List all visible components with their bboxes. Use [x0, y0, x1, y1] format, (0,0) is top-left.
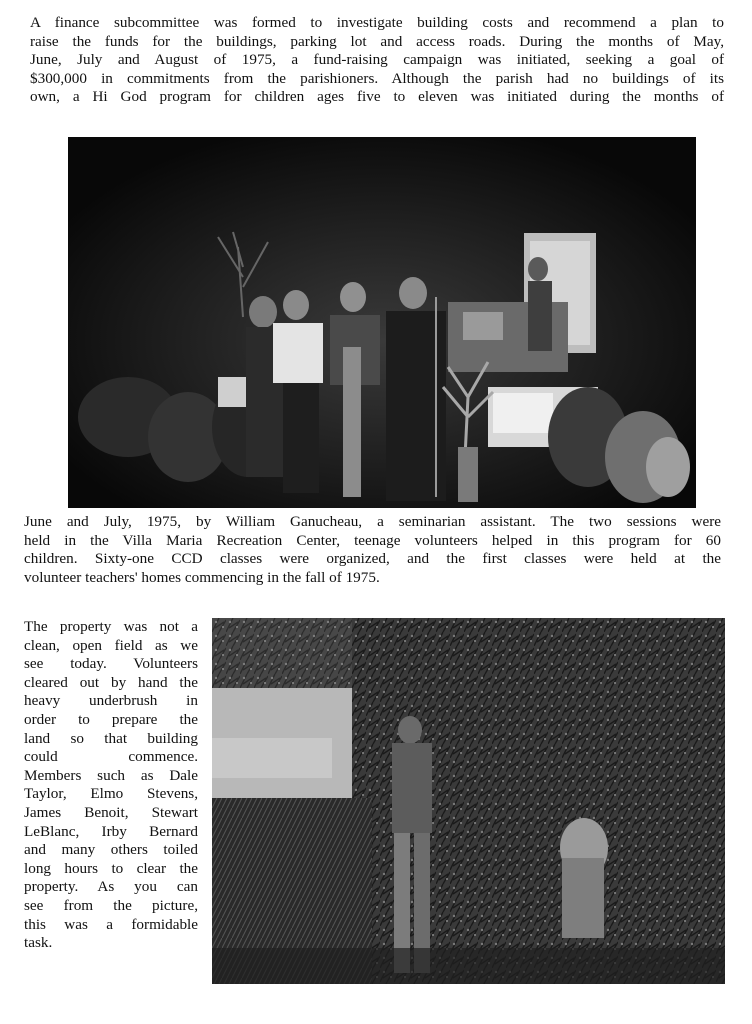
property-line: cleared out by hand the: [24, 673, 198, 691]
property-line: see today. Volunteers: [24, 655, 198, 673]
property-line: Members such as Dale: [24, 766, 198, 784]
property-line: The property was not a: [24, 618, 198, 635]
property-line: LeBlanc, Irby Bernard: [24, 822, 198, 840]
continued-line: children. Sixty-one CCD classes were organized, and the first classes were held at the: [24, 550, 721, 568]
property-line: clean, open field as we: [24, 636, 198, 654]
property-line: Taylor, Elmo Stevens,: [24, 785, 198, 803]
photo-volunteers-clearing-underbrush: [212, 618, 725, 984]
intro-line: June, July and August of 1975, a fund-raising campaign was initiated, seeking a goal of: [30, 51, 724, 69]
property-line: property. As you can: [24, 878, 198, 896]
property-line: order to prepare the: [24, 710, 198, 728]
intro-line: $300,000 in commitments from the parishioners. Although the parish had no buildings of its: [30, 69, 724, 87]
property-line: long hours to clear the: [24, 859, 198, 877]
photo-clearing-graphic: [212, 618, 725, 984]
intro-line: A finance subcommittee was formed to investigate building costs and recommend a plan to: [30, 14, 724, 31]
continued-line: June and July, 1975, by William Ganucheau, a seminarian assistant. The two sessions were: [24, 513, 721, 530]
continued-line: volunteer teachers' homes commencing in the fall of 1975.: [24, 568, 380, 586]
intro-paragraph: [30, 14, 724, 107]
property-line: land so that building: [24, 729, 198, 747]
property-line: heavy underbrush in: [24, 692, 198, 710]
photo-program-graphic: [68, 137, 696, 508]
intro-line: raise the funds for the buildings, parking lot and access roads. During the months of May,: [30, 32, 724, 50]
property-line: task.: [24, 934, 53, 952]
property-line: could commence.: [24, 748, 198, 766]
property-line: and many others toiled: [24, 841, 198, 859]
continued-line: held in the Villa Maria Recreation Center, teenage volunteers helped in this program for 60: [24, 531, 721, 549]
property-paragraph: [24, 618, 198, 953]
intro-line: own, a Hi God program for children ages five to eleven was initiated during the months of: [30, 88, 724, 106]
property-line: this was a formidable: [24, 915, 198, 933]
photo-hi-god-program-gathering: [68, 137, 696, 508]
property-line: James Benoit, Stewart: [24, 803, 198, 821]
continued-paragraph: [24, 513, 721, 587]
property-line: see from the picture,: [24, 896, 198, 914]
